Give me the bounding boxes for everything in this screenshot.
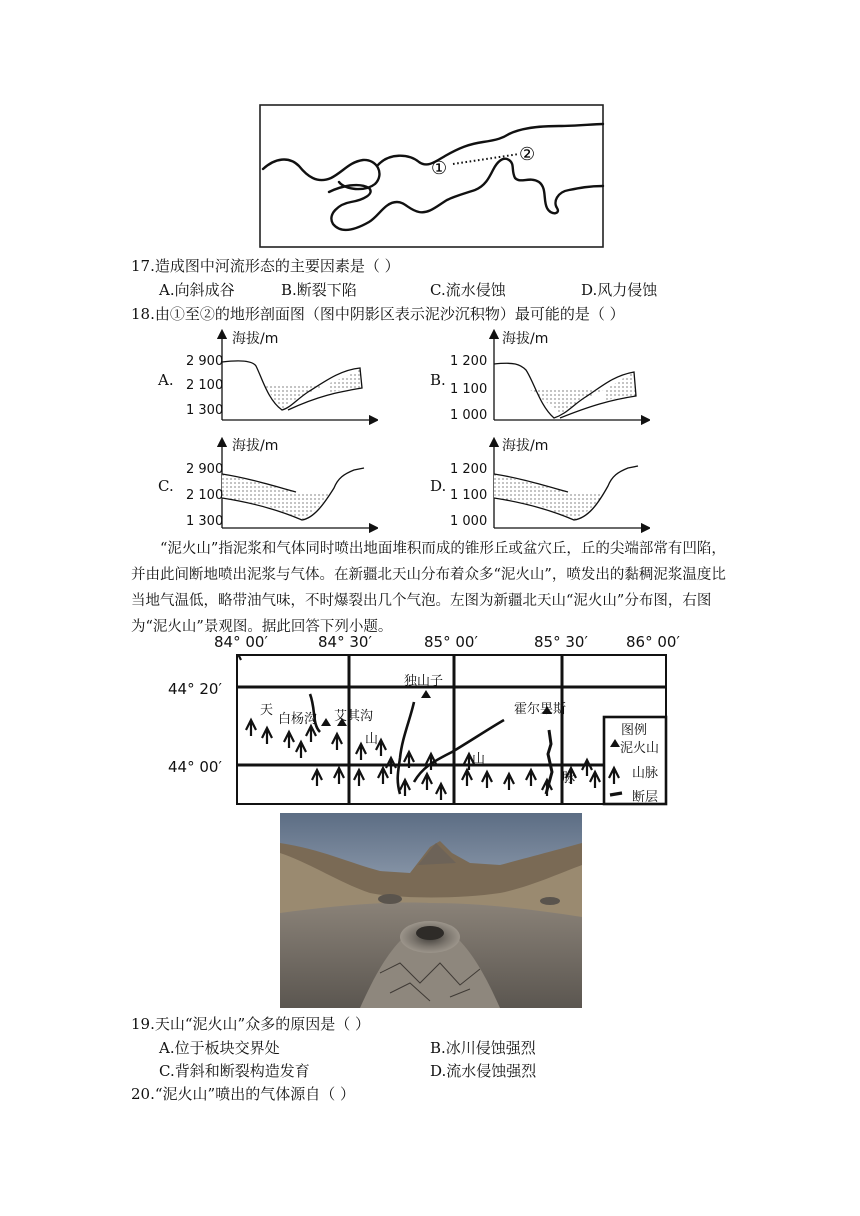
point-2-label: ② bbox=[519, 144, 536, 165]
profile-d-tick-1: 1 200 bbox=[450, 462, 488, 477]
reading-passage: “泥火山”指泥浆和气体同时喷出地面堆积而成的锥形丘或盆穴丘，丘的尖端部常有凹陷，并由此间断地喷出泥浆与气体。在新疆北天山分布着众多“泥火山”，喷发出的黏稠泥浆温度比当地气温低，略带油气味，不时爆裂出几个气泡。左图为新疆北天山“泥火山”分布图，右图为“泥火山”景观图。据此回答下列小题。 bbox=[131, 541, 726, 635]
legend-fault-label: 断层 bbox=[632, 790, 659, 805]
map-label-baiyanggou: 白杨沟 bbox=[278, 712, 318, 727]
map-range-char-shan-2: 山 bbox=[472, 752, 486, 767]
profile-c-tick-2: 2 100 bbox=[186, 488, 224, 503]
point-1-label: ① bbox=[431, 158, 448, 179]
q17-option-c: C.流水侵蚀 bbox=[430, 281, 506, 299]
q17-option-d: D.风力侵蚀 bbox=[581, 281, 658, 299]
profile-a-axis-label: 海拔/m bbox=[232, 331, 279, 347]
map-lon-84-30: 84° 30′ bbox=[318, 633, 372, 651]
mud-volcano-distribution-map bbox=[236, 654, 668, 806]
map-range-char-shan-1: 山 bbox=[365, 732, 379, 747]
map-range-char-tian: 天 bbox=[260, 703, 274, 718]
profile-d-axis-label: 海拔/m bbox=[502, 438, 549, 454]
profile-b-axis-label: 海拔/m bbox=[502, 331, 549, 347]
q17-stem: 17.造成图中河流形态的主要因素是（ ） bbox=[131, 257, 400, 275]
mud-volcano-landscape-photo bbox=[280, 813, 582, 1008]
q20-stem: 20.“泥火山”喷出的气体源自（ ） bbox=[131, 1085, 355, 1103]
map-lon-84-00: 84° 00′ bbox=[214, 633, 268, 651]
profile-a-tick-2: 2 100 bbox=[186, 378, 224, 393]
map-lon-85-30: 85° 30′ bbox=[534, 633, 588, 651]
profile-a-letter: A. bbox=[158, 371, 174, 389]
q19-stem: 19.天山“泥火山”众多的原因是（ ） bbox=[131, 1015, 370, 1033]
profile-c-axis-label: 海拔/m bbox=[232, 438, 279, 454]
profile-d-tick-2: 1 100 bbox=[450, 488, 488, 503]
map-label-huoerguosi: 霍尔果斯 bbox=[514, 702, 567, 717]
map-lon-86-00: 86° 00′ bbox=[626, 633, 680, 651]
profile-a-tick-3: 1 300 bbox=[186, 403, 224, 418]
profile-b-tick-1: 1 200 bbox=[450, 354, 488, 369]
profile-b-letter: B. bbox=[430, 371, 446, 389]
profile-c-tick-1: 2 900 bbox=[186, 462, 224, 477]
q18-stem: 18.由①至②的地形剖面图（图中阴影区表示泥沙沉积物）最可能的是（ ） bbox=[131, 305, 625, 323]
q19-option-d: D.流水侵蚀强烈 bbox=[430, 1062, 537, 1080]
profile-b-tick-3: 1 000 bbox=[450, 408, 488, 423]
legend-title: 图例 bbox=[621, 723, 648, 738]
map-label-aiqigou: 艾其沟 bbox=[334, 709, 374, 724]
map-lon-85-00: 85° 00′ bbox=[424, 633, 478, 651]
q17-option-a: A.向斜成谷 bbox=[159, 281, 235, 299]
legend-mountain-label: 山脉 bbox=[632, 766, 659, 781]
map-label-dushanzi: 独山子 bbox=[404, 674, 444, 689]
q17-option-b: B.断裂下陷 bbox=[281, 281, 357, 299]
profile-b-tick-2: 1 100 bbox=[450, 382, 488, 397]
profile-d-letter: D. bbox=[430, 477, 447, 495]
profile-d-tick-3: 1 000 bbox=[450, 514, 488, 529]
profile-a-tick-1: 2 900 bbox=[186, 354, 224, 369]
q19-option-a: A.位于板块交界处 bbox=[159, 1039, 280, 1057]
map-lat-44-00: 44° 00′ bbox=[168, 758, 222, 776]
q19-option-c: C.背斜和断裂构造发育 bbox=[159, 1062, 310, 1080]
profile-c-letter: C. bbox=[158, 477, 174, 495]
q19-option-b: B.冰川侵蚀强烈 bbox=[430, 1039, 536, 1057]
map-lat-44-20: 44° 20′ bbox=[168, 680, 222, 698]
river-meander-map bbox=[259, 104, 605, 249]
legend-mud-volcano-label: 泥火山 bbox=[620, 741, 660, 756]
map-range-char-mai: 脉 bbox=[562, 771, 576, 786]
profile-c-tick-3: 1 300 bbox=[186, 514, 224, 529]
